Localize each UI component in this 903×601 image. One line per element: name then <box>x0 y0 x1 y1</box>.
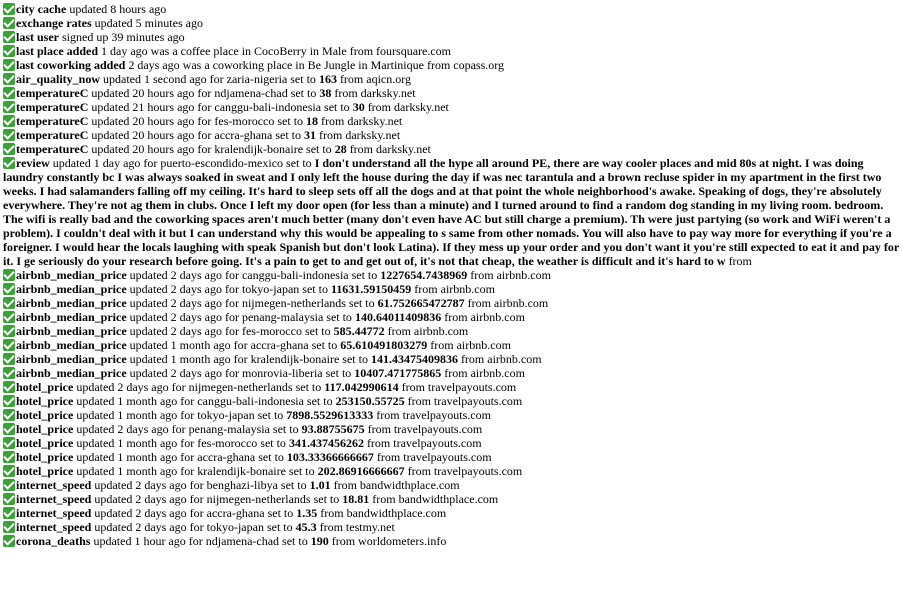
status-row <box>3 436 600 450</box>
checkmark-icon <box>3 283 15 295</box>
entry-value: 1.35 <box>296 506 318 520</box>
entry-text: updated 2 days ago for penang-malaysia set to <box>129 310 352 324</box>
status-list-bottom <box>3 268 600 548</box>
entry-value: 253150.55725 <box>335 394 405 408</box>
entry-text: updated 20 hours ago for fes-morocco set to <box>91 114 304 128</box>
entry-text: updated 2 days ago for canggu-bali-indonesia set to <box>129 268 378 282</box>
entry-source: from travelpayouts.com <box>376 450 492 464</box>
entry-source: from bandwidthplace.com <box>333 478 460 492</box>
entry-value: 190 <box>310 534 329 548</box>
status-row <box>3 450 600 464</box>
checkmark-icon <box>3 465 15 477</box>
checkmark-icon <box>3 409 15 421</box>
checkmark-icon <box>3 451 15 463</box>
entry-text: updated 20 hours ago for accra-ghana set to <box>91 128 302 142</box>
entry-text: updated 2 days ago for tokyo-japan set to <box>94 520 293 534</box>
entry-value: 65.610491803279 <box>340 338 428 352</box>
entry-key: airbnb_median_price <box>16 352 127 366</box>
status-row <box>3 478 600 492</box>
entry-value: 30 <box>352 100 365 114</box>
entry-key: exchange rates <box>16 16 92 30</box>
entry-text: updated 2 days ago for accra-ghana set to <box>94 506 294 520</box>
entry-text: updated 2 days ago for tokyo-japan set to <box>129 282 328 296</box>
entry-text: updated 1 month ago for canggu-bali-indonesia set to <box>76 394 333 408</box>
entry-text: updated 1 month ago for accra-ghana set to <box>129 338 338 352</box>
entry-text: updated 1 month ago for tokyo-japan set to <box>76 408 284 422</box>
status-row <box>3 30 600 44</box>
entry-value: 11631.59150459 <box>330 282 412 296</box>
checkmark-icon <box>3 395 15 407</box>
entry-source: from darksky.net <box>367 100 449 114</box>
entry-text: 1 day ago was a coffee place in CocoBerry in Male from foursquare.com <box>101 44 451 58</box>
status-row <box>3 282 600 296</box>
entry-source: from airbnb.com <box>460 352 542 366</box>
entry-value: 117.042990614 <box>324 380 399 394</box>
status-row <box>3 72 600 86</box>
status-row <box>3 408 600 422</box>
checkmark-icon <box>3 87 15 99</box>
entry-value: 202.86916666667 <box>317 464 405 478</box>
status-row <box>3 16 600 30</box>
entry-value: 163 <box>318 72 337 86</box>
entry-key: city cache <box>16 2 67 16</box>
entry-text: updated 1 month ago for accra-ghana set to <box>76 450 284 464</box>
entry-source: from travelpayouts.com <box>366 436 482 450</box>
status-row <box>3 506 600 520</box>
entry-key: hotel_price <box>16 422 74 436</box>
entry-source: from airbnb.com <box>470 268 551 282</box>
entry-value: 1227654.7438969 <box>380 268 468 282</box>
checkmark-icon <box>3 311 15 323</box>
entry-key: hotel_price <box>16 380 74 394</box>
entry-key: last user <box>16 30 59 44</box>
entry-value: 103.33366666667 <box>286 450 374 464</box>
entry-key: airbnb_median_price <box>16 338 127 352</box>
entry-source: from travelpayouts.com <box>401 380 517 394</box>
entry-value: 1.01 <box>309 478 331 492</box>
entry-key: hotel_price <box>16 394 74 408</box>
entry-key: internet_speed <box>16 492 92 506</box>
checkmark-icon <box>3 73 15 85</box>
checkmark-icon <box>3 381 15 393</box>
entry-text: updated 2 days ago for penang-malaysia set to <box>76 422 299 436</box>
entry-key: review <box>16 156 50 170</box>
checkmark-icon <box>3 353 15 365</box>
status-row <box>3 520 600 534</box>
entry-key: temperatureC <box>16 114 89 128</box>
entry-source: from travelpayouts.com <box>407 394 523 408</box>
entry-text: updated 2 days ago for benghazi-libya set to <box>94 478 307 492</box>
entry-source: from airbnb.com <box>430 338 511 352</box>
status-row <box>3 366 600 380</box>
entry-value: 140.64011409836 <box>354 310 442 324</box>
entry-text: updated 2 days ago for nijmegen-netherlands set to <box>129 296 375 310</box>
checkmark-icon <box>3 423 15 435</box>
status-row <box>3 142 600 156</box>
entry-text: updated 2 days ago for nijmegen-netherlands set to <box>94 492 340 506</box>
entry-text: updated 1 hour ago for ndjamena-chad set to <box>93 534 308 548</box>
entry-key: last place added <box>16 44 99 58</box>
entry-text: updated 1 second ago for zaria-nigeria set to <box>103 72 316 86</box>
entry-source: from darksky.net <box>334 86 416 100</box>
entry-key: corona_deaths <box>16 534 91 548</box>
entry-value: 28 <box>334 142 347 156</box>
entry-value: 31 <box>304 128 317 142</box>
status-row <box>3 310 600 324</box>
checkmark-icon <box>3 535 15 547</box>
entry-source: from <box>728 254 752 268</box>
entry-key: hotel_price <box>16 450 74 464</box>
entry-value: I don't understand all the hype all around PE, there are way cooler places and mid 80s at night. I was doing laundry constantly bc I was always soaked in sweat and I only left the house during the day if was nec tarantula and a brown recluse spider in my apartment in the first two weeks. I had salamanders falling off my ceiling. It's hard to sleep sets off all the dogs and at that point the whole neighborhood's awake. Speaking of dogs, they're absolutely everywhere. They're not ag them in clubs. Once I left my door open (for less than a minute) and I turned around to find a random dog standing in my living room. bedroom. The wifi is really bad and the coworking spaces aren't much better (many don't even have AC but still charge a premium). Th were just partying (so work and WiFi weren't a problem). I couldn't deal with it but I can understand why this would be appealing to s same from other nomads. You will also have to pay way more for everything if you're a foreigner. I would hear the locals laughing with speak Spanish but don't look Latina). If they mess up your order and you don't want it you're still expected to eat it and pay for it. I ge seriously do your research before going. It's a pain to get to and get out of, it's not that cheap, the weather is difficult and it's hard to w <box>3 156 900 268</box>
entry-source: from darksky.net <box>349 142 431 156</box>
entry-source: from airbnb.com <box>414 282 495 296</box>
status-list-top <box>3 2 600 156</box>
entry-text: updated 20 hours ago for kralendijk-bonaire set to <box>91 142 332 156</box>
entry-source: from bandwidthplace.com <box>320 506 447 520</box>
status-row <box>3 296 600 310</box>
status-row <box>3 44 600 58</box>
status-row <box>3 86 600 100</box>
checkmark-icon <box>3 115 15 127</box>
status-row <box>3 324 600 338</box>
entry-value: 61.752665472787 <box>377 296 465 310</box>
entry-key: airbnb_median_price <box>16 310 127 324</box>
entry-text: updated 8 hours ago <box>69 2 167 16</box>
checkmark-icon <box>3 479 15 491</box>
entry-source: from airbnb.com <box>387 324 469 338</box>
entry-key: airbnb_median_price <box>16 282 127 296</box>
review-entry <box>3 156 903 268</box>
entry-key: air_quality_now <box>16 72 101 86</box>
entry-value: 341.437456262 <box>288 436 364 450</box>
entry-text: updated 2 days ago for monrovia-liberia set to <box>129 366 352 380</box>
status-row <box>3 268 600 282</box>
status-row <box>3 352 600 366</box>
entry-key: airbnb_median_price <box>16 268 127 282</box>
checkmark-icon <box>3 437 15 449</box>
entry-source: from testmy.net <box>319 520 395 534</box>
status-row <box>3 100 600 114</box>
status-row <box>3 114 600 128</box>
entry-key: last coworking added <box>16 58 126 72</box>
entry-text: updated 20 hours ago for ndjamena-chad set to <box>91 86 317 100</box>
entry-text: updated 1 month ago for fes-morocco set to <box>76 436 286 450</box>
entry-key: airbnb_median_price <box>16 324 127 338</box>
entry-key: hotel_price <box>16 408 74 422</box>
status-row <box>3 128 600 142</box>
status-row <box>3 338 600 352</box>
status-row <box>3 534 600 548</box>
entry-source: from darksky.net <box>321 114 403 128</box>
entry-key: airbnb_median_price <box>16 366 127 380</box>
entry-source: from travelpayouts.com <box>367 422 483 436</box>
entry-key: internet_speed <box>16 506 92 520</box>
entry-value: 10407.471775865 <box>354 366 442 380</box>
checkmark-icon <box>3 297 15 309</box>
checkmark-icon <box>3 367 15 379</box>
entry-text: updated 1 month ago for kralendijk-bonaire set to <box>76 464 315 478</box>
entry-key: temperatureC <box>16 128 89 142</box>
status-row <box>3 58 600 72</box>
entry-source: from bandwidthplace.com <box>372 492 499 506</box>
entry-value: 93.88755675 <box>301 422 365 436</box>
status-row <box>3 2 600 16</box>
entry-text: updated 1 month ago for kralendijk-bonaire set to <box>129 352 368 366</box>
entry-value: 45.3 <box>295 520 317 534</box>
checkmark-icon <box>3 129 15 141</box>
entry-text: updated 5 minutes ago <box>94 16 203 30</box>
entry-source: from airbnb.com <box>444 310 525 324</box>
checkmark-icon <box>3 339 15 351</box>
entry-text: updated 2 days ago for nijmegen-netherlands set to <box>76 380 322 394</box>
checkmark-icon <box>3 143 15 155</box>
status-row <box>3 422 600 436</box>
entry-source: from travelpayouts.com <box>407 464 523 478</box>
checkmark-icon <box>3 101 15 113</box>
entry-key: temperatureC <box>16 86 89 100</box>
entry-value: 7898.5529613333 <box>286 408 374 422</box>
entry-key: hotel_price <box>16 464 74 478</box>
entry-source: from aqicn.org <box>339 72 412 86</box>
entry-text: signed up 39 minutes ago <box>62 30 185 44</box>
entry-value: 141.43475409836 <box>370 352 458 366</box>
status-row <box>3 464 600 478</box>
entry-value: 38 <box>319 86 332 100</box>
checkmark-icon <box>3 269 15 281</box>
entry-text: updated 2 days ago for fes-morocco set to <box>129 324 331 338</box>
entry-key: temperatureC <box>16 142 89 156</box>
checkmark-icon <box>3 45 15 57</box>
entry-key: internet_speed <box>16 520 92 534</box>
checkmark-icon <box>3 493 15 505</box>
checkmark-icon <box>3 157 15 169</box>
checkmark-icon <box>3 31 15 43</box>
entry-source: from travelpayouts.com <box>376 408 491 422</box>
entry-key: internet_speed <box>16 478 92 492</box>
checkmark-icon <box>3 325 15 337</box>
entry-text: 2 days ago was a coworking place in Be Jungle in Martinique from copass.org <box>128 58 505 72</box>
checkmark-icon <box>3 507 15 519</box>
checkmark-icon <box>3 59 15 71</box>
entry-source: from worldometers.info <box>331 534 447 548</box>
status-row <box>3 380 600 394</box>
entry-key: temperatureC <box>16 100 89 114</box>
entry-key: hotel_price <box>16 436 74 450</box>
entry-text: updated 21 hours ago for canggu-bali-indonesia set to <box>91 100 350 114</box>
entry-value: 18 <box>306 114 319 128</box>
entry-source: from airbnb.com <box>467 296 549 310</box>
checkmark-icon <box>3 3 15 15</box>
status-row <box>3 492 600 506</box>
checkmark-icon <box>3 17 15 29</box>
entry-source: from darksky.net <box>319 128 401 142</box>
status-row <box>3 394 600 408</box>
entry-value: 585.44772 <box>333 324 385 338</box>
checkmark-icon <box>3 521 15 533</box>
entry-value: 18.81 <box>342 492 370 506</box>
entry-text: updated 1 day ago for puerto-escondido-mexico set to <box>52 156 312 170</box>
entry-key: airbnb_median_price <box>16 296 127 310</box>
entry-source: from airbnb.com <box>444 366 525 380</box>
